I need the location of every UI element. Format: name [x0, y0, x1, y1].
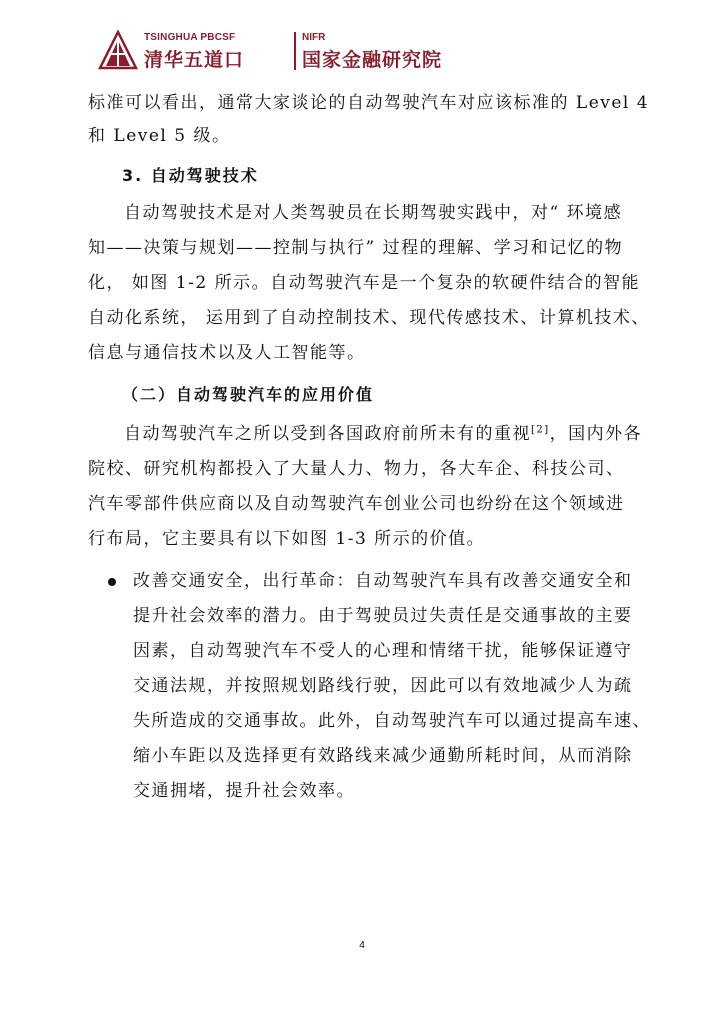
page-header	[98, 30, 443, 74]
paragraph-line: 信息与通信技术以及人工智能等。	[88, 343, 366, 363]
paragraph-line: 行布局，它主要具有以下如图 1-3 所示的价值。	[88, 529, 486, 549]
paragraph-line: 汽车零部件供应商以及自动驾驶汽车创业公司也纷纷在这个领域进	[88, 494, 625, 514]
bullet-line: 缩小车距以及选择更有效路线来减少通勤所耗时间，从而消除	[133, 746, 633, 766]
paragraph-line: 和 Level 5 级。	[88, 126, 231, 146]
nifr-chinese: 国家金融研究院	[302, 49, 443, 71]
nifr-english: NIFR	[302, 32, 326, 43]
bullet-line: 因素，自动驾驶汽车不受人的心理和情绪干扰，能够保证遵守	[133, 641, 633, 661]
bullet-icon	[108, 578, 116, 586]
tsinghua-logo-icon	[98, 30, 138, 70]
section-heading-3: 3. 自动驾驶技术	[122, 166, 259, 185]
bullet-line: 交通法规，并按照规划路线行驶，因此可以有效地减少人为疏	[133, 676, 633, 696]
bullet-line: 失所造成的交通事故。此外，自动驾驶汽车可以通过提高车速、	[133, 711, 651, 731]
citation-ref: [2]	[531, 424, 550, 436]
paragraph-line: 知——决策与规划——控制与执行” 过程的理解、学习和记忆的物	[88, 238, 624, 258]
paragraph-line	[124, 424, 684, 444]
bullet-line: 提升社会效率的潜力。由于驾驶员过失责任是交通事故的主要	[133, 606, 633, 626]
paragraph-line: 自动化系统， 运用到了自动控制技术、现代传感技术、计算机技术、	[88, 308, 650, 328]
page-number: 4	[359, 940, 365, 951]
paragraph-line: 化， 如图 1-2 所示。自动驾驶汽车是一个复杂的软硬件结合的智能	[88, 273, 641, 293]
bullet-line: 交通拥堵，提升社会效率。	[133, 781, 355, 801]
logo-divider	[294, 32, 296, 70]
paragraph-line: 标准可以看出，通常大家谈论的自动驾驶汽车对应该标准的 Level 4	[88, 93, 650, 113]
logo-chinese: 清华五道口	[144, 49, 245, 71]
paragraph-line: 院校、研究机构都投入了大量人力、物力，各大车企、科技公司、	[88, 459, 625, 479]
paragraph-text: ，国内外各	[549, 424, 643, 444]
paragraph-line: 自动驾驶技术是对人类驾驶员在长期驾驶实践中，对“ 环境感	[124, 203, 623, 223]
paragraph-text: 自动驾驶汽车之所以受到各国政府前所未有的重视	[124, 424, 531, 444]
bullet-line: 改善交通安全，出行革命：自动驾驶汽车具有改善交通安全和	[133, 571, 633, 591]
section-heading-2: （二）自动驾驶汽车的应用价值	[122, 385, 375, 404]
logo-english: TSINGHUA PBCSF	[144, 32, 236, 43]
